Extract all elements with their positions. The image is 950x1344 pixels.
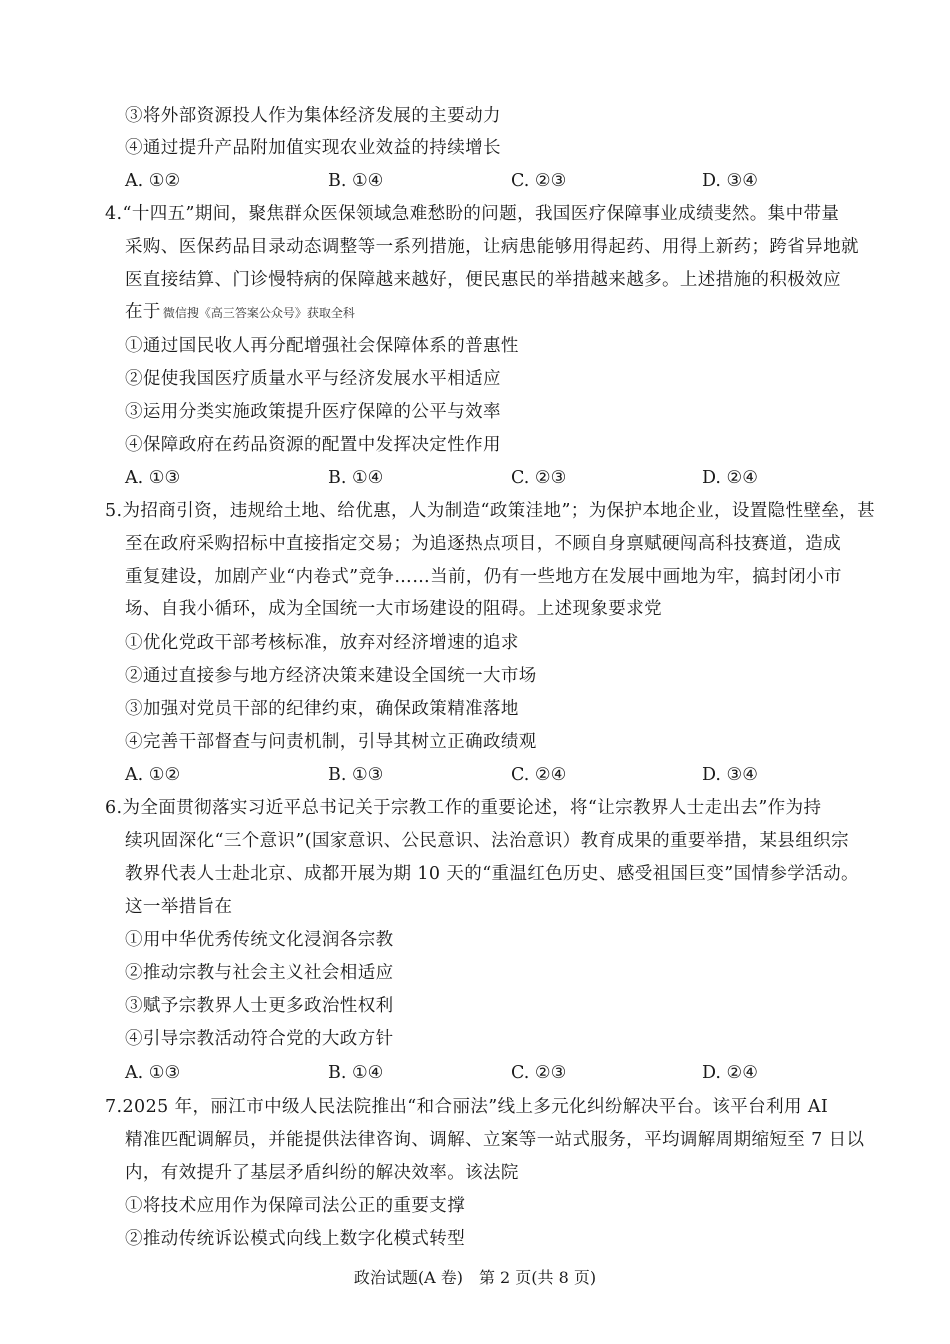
page-footer: 政治试题(A 卷) 第 2 页(共 8 页): [353, 1268, 597, 1287]
q6-options: [125, 1062, 805, 1084]
q6-option-b: B. ①④: [328, 1063, 384, 1083]
q4-option-b: B. ①④: [328, 468, 384, 488]
q6-option-d: D. ②④: [702, 1063, 758, 1083]
q7-stem-line-3: 内，有效提升了基层矛盾纠纷的解决效率。该法院: [125, 1163, 519, 1183]
q6-item-2: ②推动宗教与社会主义社会相适应: [125, 963, 394, 983]
q5-options: [125, 764, 805, 786]
q4-stem-tail: 在于: [125, 302, 161, 322]
q6-stem-line-2: 续巩固深化“三个意识”(国家意识、公民意识、法治意识）教育成果的重要举措，某县组织宗: [125, 831, 850, 851]
q3-item-4: ④通过提升产品附加值实现农业效益的持续增长: [125, 138, 501, 158]
q3-option-a: A. ①②: [125, 171, 181, 191]
q4-stem-line-4: [125, 301, 355, 324]
q6-stem-line-1: 6.为全面贯彻落实习近平总书记关于宗教工作的重要论述，将“让宗教界人士走出去”作为持: [105, 798, 822, 818]
q6-item-1: ①用中华优秀传统文化浸润各宗教: [125, 930, 394, 950]
q5-option-c: C. ②④: [511, 765, 567, 785]
q5-stem-line-2: 至在政府采购招标中直接指定交易；为追逐热点项目，不顾自身禀赋硬闯高科技赛道，造成: [125, 534, 841, 554]
q3-option-b: B. ①④: [328, 171, 384, 191]
q5-option-d: D. ③④: [702, 765, 758, 785]
q3-options: [125, 170, 805, 192]
q7-stem-line-1: 7.2025 年，丽江市中级人民法院推出“和合丽法”线上多元化纠纷解决平台。该平台利用 AI: [105, 1097, 829, 1117]
q6-stem-line-3: 教界代表人士赴北京、成都开展为期 10 天的“重温红色历史、感受祖国巨变”国情参学活动。: [125, 864, 859, 884]
q4-item-2: ②促使我国医疗质量水平与经济发展水平相适应: [125, 369, 501, 389]
q6-item-3: ③赋予宗教界人士更多政治性权利: [125, 996, 394, 1016]
q5-item-3: ③加强对党员干部的纪律约束，确保政策精准落地: [125, 699, 519, 719]
q4-stem-line-2: 采购、医保药品目录动态调整等一系列措施，让病患能够用得起药、用得上新药；跨省异地就: [125, 237, 859, 257]
q6-option-a: A. ①③: [125, 1063, 181, 1083]
q4-option-a: A. ①③: [125, 468, 181, 488]
q5-stem-line-1: 5.为招商引资，违规给土地、给优惠，人为制造“政策洼地”；为保护本地企业，设置隐性壁垒，甚: [105, 501, 876, 521]
q5-item-1: ①优化党政干部考核标准，放弃对经济增速的追求: [125, 633, 519, 653]
q4-option-d: D. ②④: [702, 468, 758, 488]
q7-item-2: ②推动传统诉讼模式向线上数字化模式转型: [125, 1229, 466, 1249]
q5-item-2: ②通过直接参与地方经济决策来建设全国统一大市场: [125, 666, 537, 686]
q3-option-c: C. ②③: [511, 171, 567, 191]
q3-item-3: ③将外部资源投人作为集体经济发展的主要动力: [125, 106, 501, 126]
q4-item-1: ①通过国民收人再分配增强社会保障体系的普惠性: [125, 336, 519, 356]
q6-stem-line-4: 这一举措旨在: [125, 897, 233, 917]
q4-stem-line-1: 4.“十四五”期间，聚焦群众医保领域急难愁盼的问题，我国医疗保障事业成绩斐然。集中带量: [105, 204, 840, 224]
q5-option-a: A. ①②: [125, 765, 181, 785]
watermark-note: 微信搜《高三答案公众号》获取全科: [162, 306, 355, 320]
q5-stem-line-4: 场、自我小循环，成为全国统一大市场建设的阻碍。上述现象要求党: [125, 599, 662, 619]
q6-option-c: C. ②③: [511, 1063, 567, 1083]
q4-stem-line-3: 医直接结算、门诊慢特病的保障越来越好，便民惠民的举措越来越多。上述措施的积极效应: [125, 270, 841, 290]
q4-item-3: ③运用分类实施政策提升医疗保障的公平与效率: [125, 402, 501, 422]
q5-stem-line-3: 重复建设，加剧产业“内卷式”竞争……当前，仍有一些地方在发展中画地为牢，搞封闭小市: [125, 567, 842, 587]
q7-stem-line-2: 精准匹配调解员，并能提供法律咨询、调解、立案等一站式服务，平均调解周期缩短至 7 日以: [125, 1130, 865, 1150]
q5-item-4: ④完善干部督查与问责机制，引导其树立正确政绩观: [125, 732, 537, 752]
q3-option-d: D. ③④: [702, 171, 758, 191]
q4-item-4: ④保障政府在药品资源的配置中发挥决定性作用: [125, 435, 501, 455]
q4-options: [125, 467, 805, 489]
q6-item-4: ④引导宗教活动符合党的大政方针: [125, 1029, 394, 1049]
q4-option-c: C. ②③: [511, 468, 567, 488]
q5-option-b: B. ①③: [328, 765, 384, 785]
q7-item-1: ①将技术应用作为保障司法公正的重要支撑: [125, 1196, 466, 1216]
